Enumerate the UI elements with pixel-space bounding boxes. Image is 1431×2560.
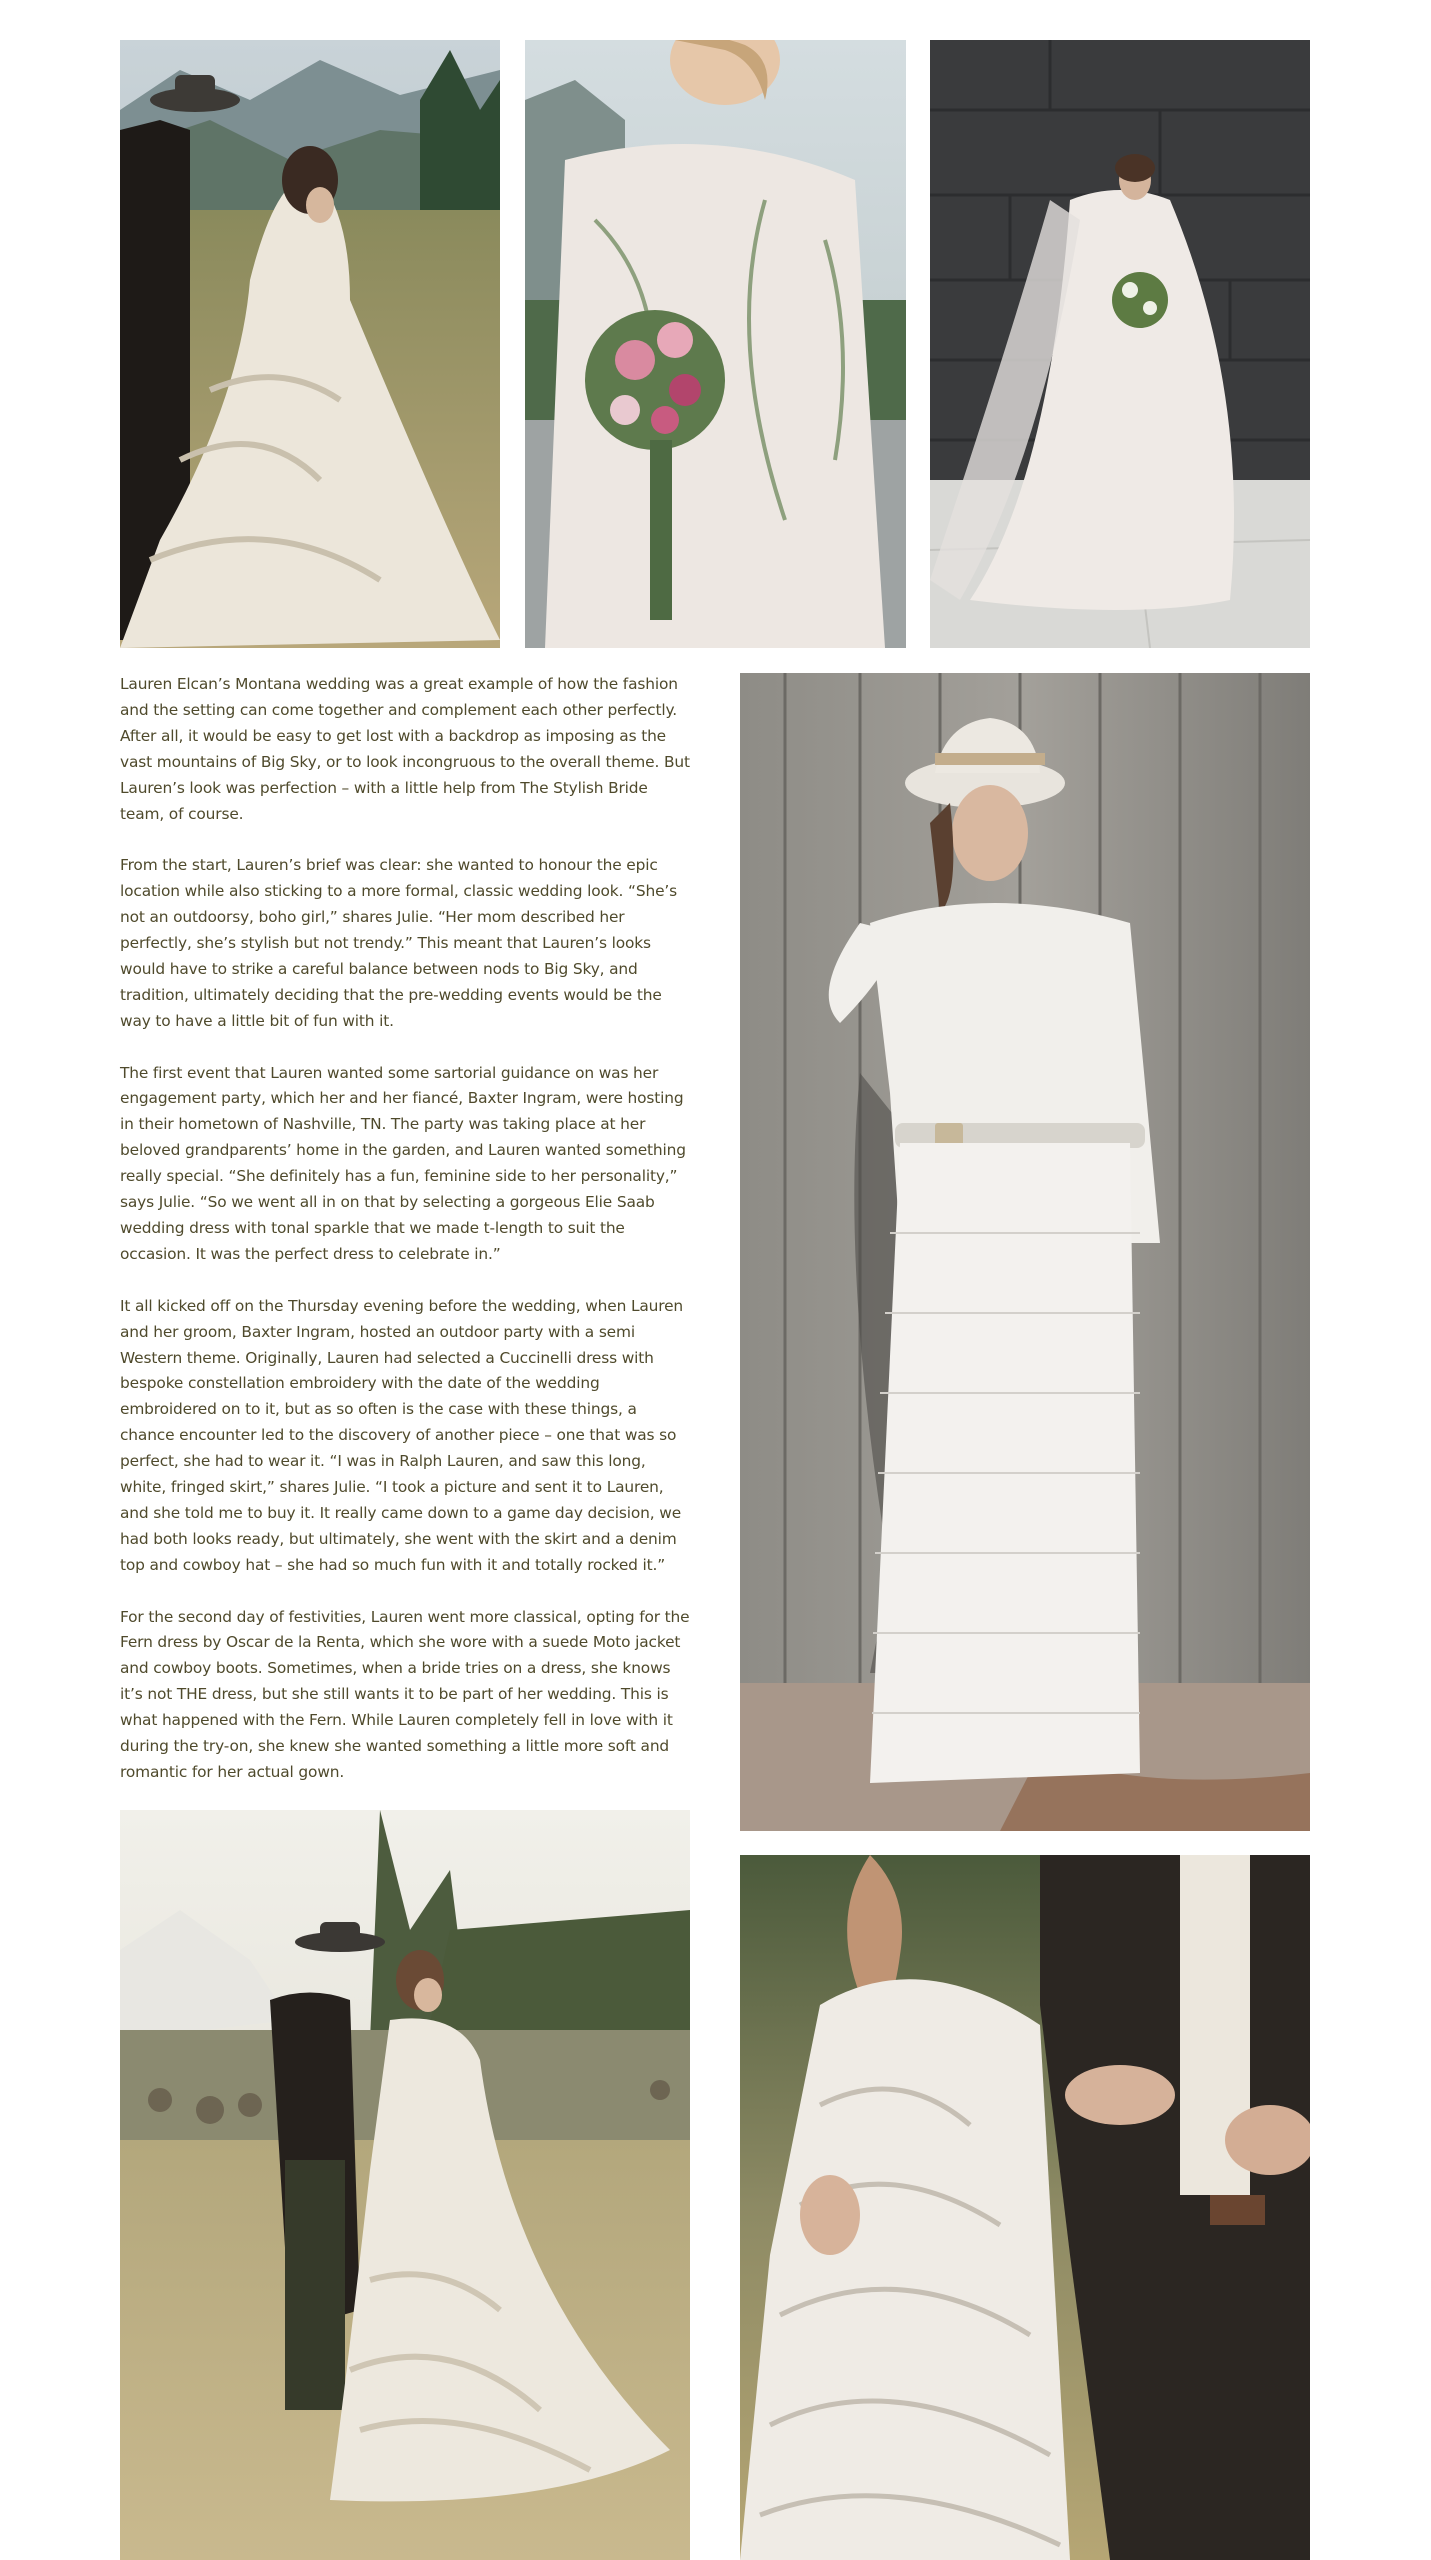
- couple-mountain-image: [120, 40, 500, 648]
- bride-veil-photo[interactable]: [930, 40, 1310, 648]
- bride-veil-image: [930, 40, 1310, 648]
- couple-mountain-photo[interactable]: [120, 40, 500, 648]
- article-paragraph: From the start, Lauren’s brief was clear: she wanted to honour the epic location while also sticking to a more formal, classic wedding look. “She’s not an outdoorsy, boho girl,” shares Julie. “Her mom described her perfectly, she’s stylish but not trendy.” This meant that Lauren’s looks would have to strike a careful balance between nods to Big Sky, and tradition, ultimately deciding that the pre-wedding events would be the way to have a little bit of fun with it.: [120, 856, 678, 1030]
- couple-meadow-photo[interactable]: [120, 1810, 690, 2560]
- bride-fringe-outfit-image: [740, 673, 1310, 1831]
- couple-meadow-image: [120, 1810, 690, 2560]
- article-body: [120, 672, 695, 1812]
- couple-arm-in-arm-image: [740, 1855, 1310, 2560]
- bride-bouquet-photo[interactable]: [525, 40, 906, 648]
- article-paragraph: Lauren Elcan’s Montana wedding was a great example of how the fashion and the setting can come together and complement each other perfectly. After all, it would be easy to get lost with a backdrop as imposing as the vast mountains of Big Sky, or to look incongruous to the overall theme. But Lauren’s look was perfection – with a little help from The Stylish Bride team, of course.: [120, 675, 690, 823]
- couple-arm-in-arm-photo[interactable]: [740, 1855, 1310, 2560]
- article-paragraph: For the second day of festivities, Lauren went more classical, opting for the Fern dress by Oscar de la Renta, which she wore with a suede Moto jacket and cowboy boots. Sometimes, when a bride tries on a dress, she knows it’s not THE dress, but she still wants it to be part of her wedding. This is what happened with the Fern. While Lauren completely fell in love with it during the try-on, she knew she wanted something a little more soft and romantic for her actual gown.: [120, 1607, 690, 1781]
- article-paragraph: The first event that Lauren wanted some sartorial guidance on was her engagement party, which her and her fiancé, Baxter Ingram, were hosting in their hometown of Nashville, TN. The party was taking place at her beloved grandparents’ home in the garden, and Lauren wanted something really special. “She definitely has a fun, feminine side to her personality,” says Julie. “So we went all in on that by selecting a gorgeous Elie Saab wedding dress with tonal sparkle that we made t-length to suit the occasion. It was the perfect dress to celebrate in.”: [120, 1063, 686, 1263]
- article-paragraph: It all kicked off on the Thursday evening before the wedding, when Lauren and her groom, Baxter Ingram, hosted an outdoor party with a semi Western theme. Originally, Lauren had selected a Cuccinelli dress with bespoke constellation embroidery with the date of the wedding embroidered on to it, but as so often is the case with these things, a chance encounter led to the discovery of another piece – one that was so perfect, she had to wear it. “I was in Ralph Lauren, and saw this long, white, fringed skirt,” shares Julie. “I took a picture and sent it to Lauren, and she told me to buy it. It really came down to a game day decision, we had both looks ready, but ultimately, she went with the skirt and a denim top and cowboy hat – she had so much fun with it and totally rocked it.”: [120, 1296, 684, 1574]
- bride-fringe-outfit-photo[interactable]: [740, 673, 1310, 1831]
- bride-bouquet-image: [525, 40, 906, 648]
